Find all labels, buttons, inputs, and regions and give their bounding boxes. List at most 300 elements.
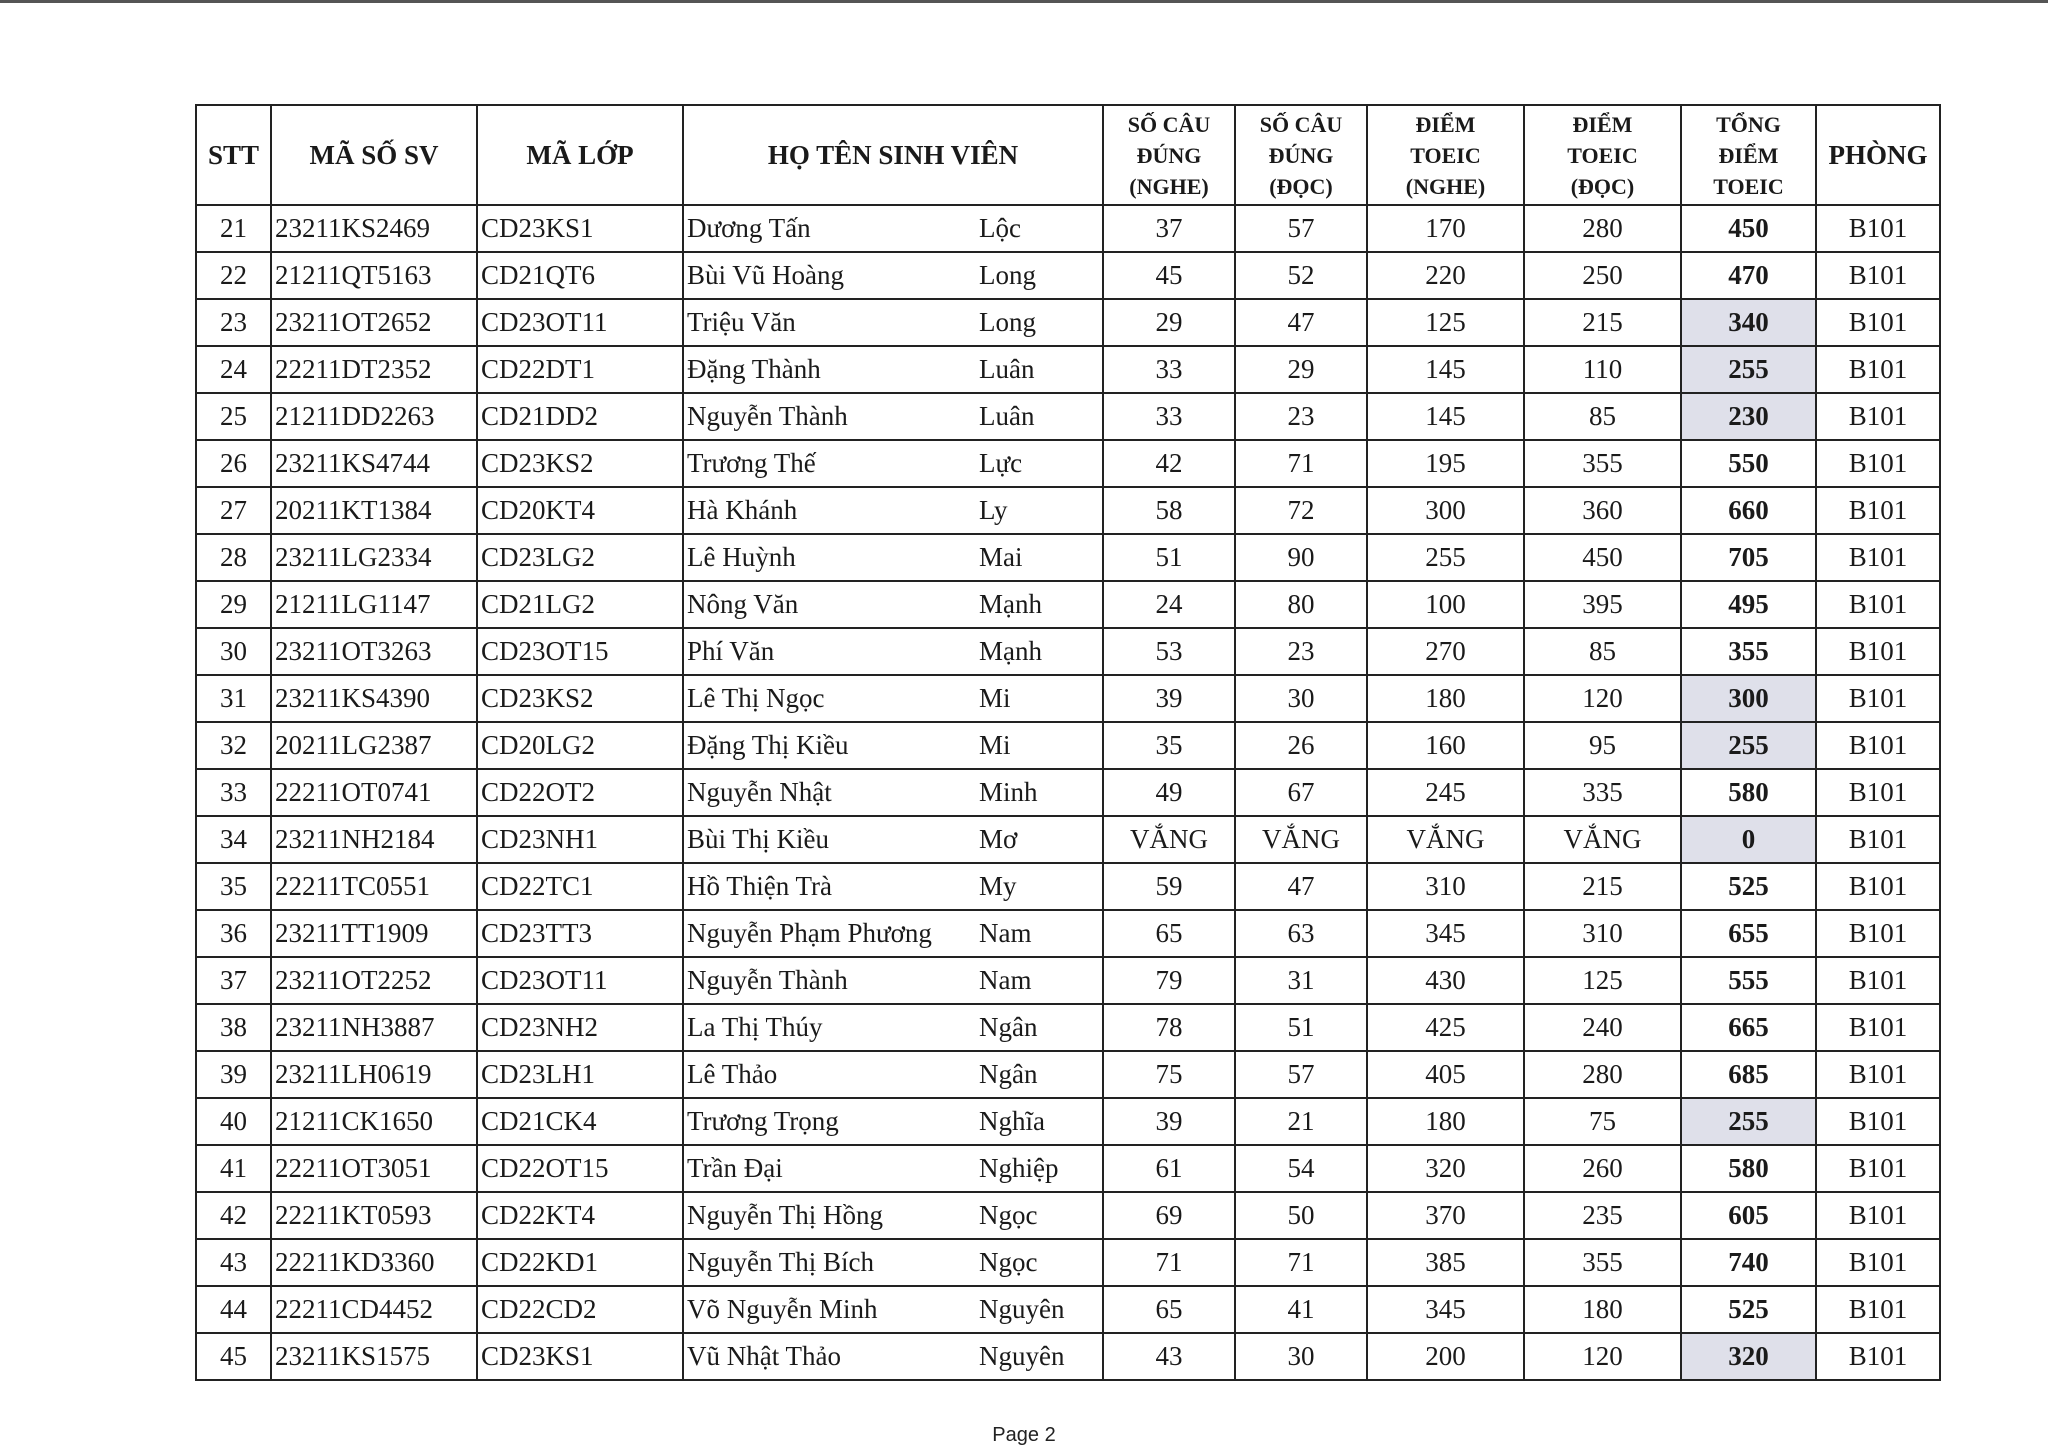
table-row: [196, 1051, 1940, 1098]
student-given-name: Nghiệp: [979, 1153, 1059, 1183]
cell-cau-nghe: 39: [1103, 675, 1235, 722]
cell-diem-doc: 180: [1524, 1286, 1681, 1333]
cell-tong: 525: [1681, 1286, 1816, 1333]
cell-hoten: [683, 1145, 1103, 1192]
cell-cau-nghe: VẮNG: [1103, 816, 1235, 863]
cell-cau-nghe: 75: [1103, 1051, 1235, 1098]
score-table: [195, 104, 1941, 1381]
cell-phong: B101: [1816, 957, 1940, 1004]
cell-diem-nghe: 200: [1367, 1333, 1524, 1380]
cell-cau-doc: 57: [1235, 205, 1367, 252]
cell-tong: 740: [1681, 1239, 1816, 1286]
table-row: [196, 252, 1940, 299]
cell-cau-nghe: 29: [1103, 299, 1235, 346]
cell-diem-nghe: 320: [1367, 1145, 1524, 1192]
student-surname: Đặng Thị Kiều: [687, 730, 849, 760]
cell-hoten: [683, 299, 1103, 346]
cell-stt: 25: [196, 393, 271, 440]
cell-malop: CD21QT6: [477, 252, 683, 299]
cell-hoten: [683, 1051, 1103, 1098]
cell-malop: CD23KS2: [477, 675, 683, 722]
cell-phong: B101: [1816, 440, 1940, 487]
header-malop: MÃ LỚP: [477, 105, 683, 205]
cell-hoten: [683, 440, 1103, 487]
table-row: [196, 1004, 1940, 1051]
cell-cau-doc: 50: [1235, 1192, 1367, 1239]
cell-mssv: 23211LH0619: [271, 1051, 477, 1098]
cell-stt: 34: [196, 816, 271, 863]
table-row: [196, 440, 1940, 487]
cell-malop: CD23LH1: [477, 1051, 683, 1098]
cell-malop: CD22TC1: [477, 863, 683, 910]
student-given-name: Nam: [979, 965, 1032, 995]
cell-mssv: 21211DD2263: [271, 393, 477, 440]
cell-phong: B101: [1816, 1145, 1940, 1192]
page-number: Page 2: [992, 1424, 1056, 1446]
table-row: [196, 299, 1940, 346]
student-surname: Triệu Văn: [687, 307, 796, 337]
cell-mssv: 23211LG2334: [271, 534, 477, 581]
cell-mssv: 23211KS4390: [271, 675, 477, 722]
cell-phong: B101: [1816, 816, 1940, 863]
cell-cau-nghe: 42: [1103, 440, 1235, 487]
table-row: [196, 769, 1940, 816]
cell-tong: 255: [1681, 346, 1816, 393]
table-row: [196, 816, 1940, 863]
cell-cau-doc: 54: [1235, 1145, 1367, 1192]
cell-diem-nghe: 180: [1367, 675, 1524, 722]
cell-cau-nghe: 65: [1103, 1286, 1235, 1333]
cell-cau-doc: 52: [1235, 252, 1367, 299]
cell-malop: CD23OT11: [477, 957, 683, 1004]
table-body: [196, 205, 1940, 1380]
cell-malop: CD22KT4: [477, 1192, 683, 1239]
table-row: [196, 534, 1940, 581]
cell-malop: CD20LG2: [477, 722, 683, 769]
cell-malop: CD23NH1: [477, 816, 683, 863]
cell-stt: 35: [196, 863, 271, 910]
header-diem-doc: ĐIỂM TOEIC (ĐỌC): [1524, 105, 1681, 205]
student-surname: Bùi Thị Kiều: [687, 824, 830, 854]
cell-malop: CD23OT15: [477, 628, 683, 675]
student-surname: Lê Thị Ngọc: [687, 683, 825, 713]
cell-mssv: 22211CD4452: [271, 1286, 477, 1333]
student-given-name: Nguyên: [979, 1341, 1065, 1371]
cell-diem-doc: 85: [1524, 628, 1681, 675]
cell-tong: 665: [1681, 1004, 1816, 1051]
cell-tong: 320: [1681, 1333, 1816, 1380]
cell-tong: 555: [1681, 957, 1816, 1004]
cell-mssv: 22211KD3360: [271, 1239, 477, 1286]
cell-diem-nghe: 270: [1367, 628, 1524, 675]
student-surname: Võ Nguyễn Minh: [687, 1294, 878, 1324]
cell-mssv: 23211TT1909: [271, 910, 477, 957]
cell-diem-nghe: 125: [1367, 299, 1524, 346]
cell-stt: 31: [196, 675, 271, 722]
cell-stt: 36: [196, 910, 271, 957]
cell-diem-nghe: 145: [1367, 393, 1524, 440]
cell-mssv: 22211TC0551: [271, 863, 477, 910]
cell-cau-doc: 63: [1235, 910, 1367, 957]
cell-diem-doc: 310: [1524, 910, 1681, 957]
table-row: [196, 581, 1940, 628]
cell-tong: 580: [1681, 769, 1816, 816]
student-given-name: Ngọc: [979, 1247, 1038, 1277]
cell-stt: 28: [196, 534, 271, 581]
cell-diem-nghe: 160: [1367, 722, 1524, 769]
cell-diem-doc: 355: [1524, 1239, 1681, 1286]
cell-cau-nghe: 24: [1103, 581, 1235, 628]
cell-stt: 30: [196, 628, 271, 675]
cell-cau-nghe: 69: [1103, 1192, 1235, 1239]
cell-cau-nghe: 79: [1103, 957, 1235, 1004]
cell-cau-doc: 71: [1235, 440, 1367, 487]
table-row: [196, 1286, 1940, 1333]
cell-diem-doc: 215: [1524, 863, 1681, 910]
student-given-name: Mạnh: [979, 636, 1042, 666]
table-row: [196, 1098, 1940, 1145]
cell-hoten: [683, 769, 1103, 816]
cell-diem-doc: 280: [1524, 1051, 1681, 1098]
table-row: [196, 675, 1940, 722]
cell-stt: 39: [196, 1051, 271, 1098]
cell-phong: B101: [1816, 299, 1940, 346]
cell-cau-doc: 47: [1235, 299, 1367, 346]
header-diem-nghe: ĐIỂM TOEIC (NGHE): [1367, 105, 1524, 205]
cell-tong: 495: [1681, 581, 1816, 628]
cell-hoten: [683, 346, 1103, 393]
cell-cau-nghe: 58: [1103, 487, 1235, 534]
cell-diem-doc: 395: [1524, 581, 1681, 628]
cell-cau-doc: 21: [1235, 1098, 1367, 1145]
student-given-name: Mai: [979, 542, 1023, 572]
cell-malop: CD23TT3: [477, 910, 683, 957]
cell-cau-nghe: 33: [1103, 393, 1235, 440]
table-row: [196, 957, 1940, 1004]
student-surname: Nguyễn Thành: [687, 965, 848, 995]
cell-tong: 525: [1681, 863, 1816, 910]
cell-phong: B101: [1816, 675, 1940, 722]
student-given-name: Minh: [979, 777, 1038, 807]
cell-cau-nghe: 35: [1103, 722, 1235, 769]
cell-diem-doc: 260: [1524, 1145, 1681, 1192]
cell-hoten: [683, 534, 1103, 581]
cell-stt: 21: [196, 205, 271, 252]
cell-hoten: [683, 1004, 1103, 1051]
cell-stt: 37: [196, 957, 271, 1004]
cell-tong: 550: [1681, 440, 1816, 487]
cell-tong: 580: [1681, 1145, 1816, 1192]
cell-phong: B101: [1816, 628, 1940, 675]
cell-mssv: 23211OT2252: [271, 957, 477, 1004]
cell-cau-doc: 80: [1235, 581, 1367, 628]
cell-mssv: 23211OT2652: [271, 299, 477, 346]
cell-tong: 230: [1681, 393, 1816, 440]
cell-diem-nghe: 145: [1367, 346, 1524, 393]
cell-malop: CD23LG2: [477, 534, 683, 581]
student-surname: Nguyễn Thị Bích: [687, 1247, 874, 1277]
cell-diem-nghe: 430: [1367, 957, 1524, 1004]
cell-diem-doc: 240: [1524, 1004, 1681, 1051]
cell-diem-nghe: 195: [1367, 440, 1524, 487]
cell-mssv: 23211KS4744: [271, 440, 477, 487]
cell-mssv: 23211KS1575: [271, 1333, 477, 1380]
cell-diem-nghe: 180: [1367, 1098, 1524, 1145]
cell-tong: 705: [1681, 534, 1816, 581]
cell-mssv: 20211KT1384: [271, 487, 477, 534]
student-given-name: Luân: [979, 401, 1035, 431]
cell-tong: 605: [1681, 1192, 1816, 1239]
cell-hoten: [683, 581, 1103, 628]
cell-hoten: [683, 1239, 1103, 1286]
cell-hoten: [683, 675, 1103, 722]
student-given-name: Ngọc: [979, 1200, 1038, 1230]
cell-mssv: 23211OT3263: [271, 628, 477, 675]
cell-tong: 340: [1681, 299, 1816, 346]
student-surname: Nguyễn Nhật: [687, 777, 832, 807]
cell-tong: 0: [1681, 816, 1816, 863]
cell-malop: CD23NH2: [477, 1004, 683, 1051]
cell-diem-doc: 85: [1524, 393, 1681, 440]
cell-phong: B101: [1816, 722, 1940, 769]
student-surname: Nguyễn Thành: [687, 401, 848, 431]
cell-stt: 27: [196, 487, 271, 534]
cell-diem-nghe: 300: [1367, 487, 1524, 534]
student-surname: Phí Văn: [687, 636, 775, 666]
table-row: [196, 1145, 1940, 1192]
cell-diem-doc: 335: [1524, 769, 1681, 816]
student-given-name: Mạnh: [979, 589, 1042, 619]
table-row: [196, 863, 1940, 910]
cell-tong: 355: [1681, 628, 1816, 675]
cell-cau-doc: 23: [1235, 628, 1367, 675]
cell-phong: B101: [1816, 205, 1940, 252]
cell-mssv: 23211KS2469: [271, 205, 477, 252]
cell-phong: B101: [1816, 863, 1940, 910]
cell-hoten: [683, 1286, 1103, 1333]
student-surname: Đặng Thành: [687, 354, 821, 384]
cell-cau-nghe: 49: [1103, 769, 1235, 816]
cell-tong: 255: [1681, 1098, 1816, 1145]
cell-tong: 655: [1681, 910, 1816, 957]
cell-stt: 38: [196, 1004, 271, 1051]
cell-diem-nghe: 100: [1367, 581, 1524, 628]
student-surname: Nguyễn Phạm Phương: [687, 918, 932, 948]
cell-phong: B101: [1816, 769, 1940, 816]
cell-cau-nghe: 53: [1103, 628, 1235, 675]
cell-hoten: [683, 628, 1103, 675]
header-tong: TỔNG ĐIỂM TOEIC: [1681, 105, 1816, 205]
cell-mssv: 20211LG2387: [271, 722, 477, 769]
cell-diem-doc: 110: [1524, 346, 1681, 393]
cell-diem-nghe: 345: [1367, 910, 1524, 957]
cell-cau-doc: 23: [1235, 393, 1367, 440]
cell-cau-nghe: 43: [1103, 1333, 1235, 1380]
cell-malop: CD20KT4: [477, 487, 683, 534]
cell-cau-nghe: 37: [1103, 205, 1235, 252]
cell-diem-doc: 125: [1524, 957, 1681, 1004]
cell-mssv: 21211CK1650: [271, 1098, 477, 1145]
cell-cau-doc: 71: [1235, 1239, 1367, 1286]
table-row: [196, 487, 1940, 534]
header-phong: PHÒNG: [1816, 105, 1940, 205]
student-given-name: Mơ: [979, 824, 1018, 854]
student-given-name: Lộc: [979, 213, 1021, 243]
cell-cau-nghe: 61: [1103, 1145, 1235, 1192]
student-surname: La Thị Thúy: [687, 1012, 823, 1042]
cell-cau-doc: 30: [1235, 1333, 1367, 1380]
cell-diem-doc: 450: [1524, 534, 1681, 581]
student-given-name: Long: [979, 260, 1036, 290]
cell-cau-doc: VẮNG: [1235, 816, 1367, 863]
table-row: [196, 910, 1940, 957]
cell-stt: 43: [196, 1239, 271, 1286]
student-surname: Nguyễn Thị Hồng: [687, 1200, 883, 1230]
cell-diem-nghe: 425: [1367, 1004, 1524, 1051]
cell-diem-doc: 75: [1524, 1098, 1681, 1145]
cell-stt: 24: [196, 346, 271, 393]
cell-tong: 255: [1681, 722, 1816, 769]
cell-stt: 23: [196, 299, 271, 346]
student-surname: Trương Thế: [687, 448, 816, 478]
cell-cau-nghe: 33: [1103, 346, 1235, 393]
cell-mssv: 22211KT0593: [271, 1192, 477, 1239]
cell-diem-nghe: 310: [1367, 863, 1524, 910]
cell-cau-nghe: 39: [1103, 1098, 1235, 1145]
cell-phong: B101: [1816, 346, 1940, 393]
header-cau-nghe: SỐ CÂU ĐÚNG (NGHE): [1103, 105, 1235, 205]
cell-hoten: [683, 1098, 1103, 1145]
cell-hoten: [683, 816, 1103, 863]
student-given-name: Ly: [979, 495, 1008, 525]
cell-cau-nghe: 71: [1103, 1239, 1235, 1286]
cell-phong: B101: [1816, 1098, 1940, 1145]
cell-cau-nghe: 59: [1103, 863, 1235, 910]
student-given-name: My: [979, 871, 1017, 901]
cell-phong: B101: [1816, 534, 1940, 581]
cell-diem-doc: 235: [1524, 1192, 1681, 1239]
cell-phong: B101: [1816, 1051, 1940, 1098]
table-row: [196, 346, 1940, 393]
cell-phong: B101: [1816, 252, 1940, 299]
student-given-name: Lực: [979, 448, 1023, 478]
cell-malop: CD22OT15: [477, 1145, 683, 1192]
cell-diem-nghe: 245: [1367, 769, 1524, 816]
cell-mssv: 21211QT5163: [271, 252, 477, 299]
header-hoten: HỌ TÊN SINH VIÊN: [683, 105, 1103, 205]
cell-diem-nghe: 405: [1367, 1051, 1524, 1098]
student-given-name: Ngân: [979, 1059, 1038, 1089]
cell-phong: B101: [1816, 1192, 1940, 1239]
cell-diem-nghe: 345: [1367, 1286, 1524, 1333]
student-given-name: Ngân: [979, 1012, 1038, 1042]
cell-diem-nghe: VẮNG: [1367, 816, 1524, 863]
cell-tong: 685: [1681, 1051, 1816, 1098]
cell-cau-doc: 51: [1235, 1004, 1367, 1051]
cell-diem-nghe: 170: [1367, 205, 1524, 252]
cell-mssv: 23211NH2184: [271, 816, 477, 863]
cell-cau-doc: 47: [1235, 863, 1367, 910]
cell-hoten: [683, 910, 1103, 957]
cell-malop: CD22CD2: [477, 1286, 683, 1333]
cell-diem-doc: 215: [1524, 299, 1681, 346]
cell-hoten: [683, 205, 1103, 252]
cell-cau-doc: 57: [1235, 1051, 1367, 1098]
cell-cau-doc: 26: [1235, 722, 1367, 769]
student-surname: Dương Tấn: [687, 213, 811, 243]
table-row: [196, 205, 1940, 252]
cell-phong: B101: [1816, 1286, 1940, 1333]
cell-phong: B101: [1816, 1004, 1940, 1051]
student-given-name: Mi: [979, 683, 1011, 713]
student-surname: Hà Khánh: [687, 495, 798, 525]
cell-malop: CD23OT11: [477, 299, 683, 346]
cell-tong: 300: [1681, 675, 1816, 722]
student-given-name: Mi: [979, 730, 1011, 760]
cell-hoten: [683, 1192, 1103, 1239]
cell-cau-nghe: 78: [1103, 1004, 1235, 1051]
cell-tong: 470: [1681, 252, 1816, 299]
cell-hoten: [683, 863, 1103, 910]
table-row: [196, 1239, 1940, 1286]
student-surname: Trương Trọng: [687, 1106, 839, 1136]
student-surname: Trần Đại: [687, 1153, 783, 1183]
cell-phong: B101: [1816, 1333, 1940, 1380]
cell-cau-nghe: 65: [1103, 910, 1235, 957]
cell-mssv: 22211OT3051: [271, 1145, 477, 1192]
cell-malop: CD23KS1: [477, 1333, 683, 1380]
cell-tong: 660: [1681, 487, 1816, 534]
header-stt: STT: [196, 105, 271, 205]
cell-malop: CD21LG2: [477, 581, 683, 628]
cell-cau-doc: 67: [1235, 769, 1367, 816]
cell-malop: CD22DT1: [477, 346, 683, 393]
cell-cau-doc: 41: [1235, 1286, 1367, 1333]
cell-malop: CD23KS2: [477, 440, 683, 487]
student-surname: Nông Văn: [687, 589, 799, 619]
cell-diem-doc: 120: [1524, 1333, 1681, 1380]
cell-diem-nghe: 370: [1367, 1192, 1524, 1239]
cell-phong: B101: [1816, 487, 1940, 534]
student-surname: Hồ Thiện Trà: [687, 871, 833, 901]
student-surname: Vũ Nhật Thảo: [687, 1341, 841, 1371]
score-table-wrapper: [195, 104, 1939, 1381]
cell-hoten: [683, 1333, 1103, 1380]
cell-hoten: [683, 957, 1103, 1004]
cell-diem-nghe: 255: [1367, 534, 1524, 581]
student-given-name: Luân: [979, 354, 1035, 384]
cell-malop: CD22KD1: [477, 1239, 683, 1286]
cell-malop: CD23KS1: [477, 205, 683, 252]
cell-cau-nghe: 51: [1103, 534, 1235, 581]
cell-stt: 22: [196, 252, 271, 299]
table-row: [196, 628, 1940, 675]
cell-diem-doc: VẮNG: [1524, 816, 1681, 863]
scan-edge: [0, 0, 2048, 3]
cell-stt: 40: [196, 1098, 271, 1145]
table-row: [196, 393, 1940, 440]
cell-phong: B101: [1816, 393, 1940, 440]
student-given-name: Nghĩa: [979, 1106, 1045, 1136]
table-row: [196, 1333, 1940, 1380]
cell-hoten: [683, 487, 1103, 534]
cell-cau-nghe: 45: [1103, 252, 1235, 299]
cell-stt: 32: [196, 722, 271, 769]
cell-mssv: 22211DT2352: [271, 346, 477, 393]
cell-stt: 26: [196, 440, 271, 487]
header-mssv: MÃ SỐ SV: [271, 105, 477, 205]
cell-diem-doc: 250: [1524, 252, 1681, 299]
